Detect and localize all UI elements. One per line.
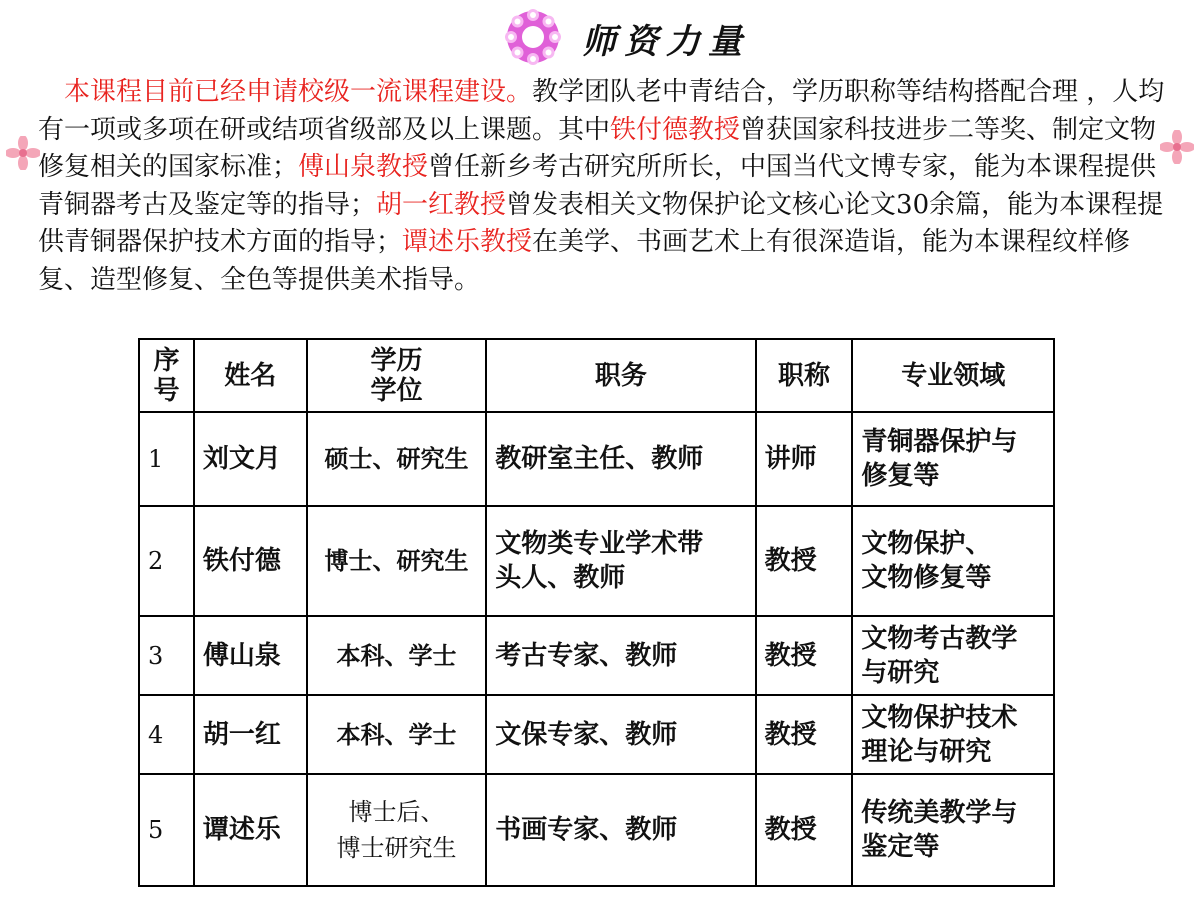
table-row [139, 695, 1054, 774]
cell-no: 5 [139, 774, 194, 886]
header-post: 职务 [486, 339, 755, 412]
intro-text: 曾任新乡考古研究所所长，中国当代文博专家，能为本课程提供青铜器考古及鉴定等的指导； [38, 152, 1157, 220]
table-row [139, 774, 1054, 886]
intro-highlight-text: 铁付德教授 [610, 114, 741, 145]
cell-name: 胡一红 [194, 695, 307, 774]
cell-post: 文保专家、教师 [486, 695, 755, 774]
page-title: 师资力量 [582, 22, 750, 62]
header-name: 姓名 [194, 339, 307, 412]
intro-highlight-text: 本课程目前已经申请校级一流课程建设。 [64, 77, 533, 107]
cell-degree: 博士、研究生 [307, 506, 487, 616]
intro-text: 曾发表相关文物保护论文核心论文30余篇，能为本课程提供青铜器保护技术方面的指导； [38, 189, 1164, 257]
cell-no: 4 [139, 695, 194, 774]
cell-title: 教授 [756, 616, 853, 695]
table-row [139, 412, 1054, 506]
header-field: 专业领域 [852, 339, 1054, 412]
intro-text: 在美学、书画艺术上有很深造诣，能为本课程纹样修复、造型修复、全色等提供美术指导。 [38, 227, 1131, 295]
flower-icon [500, 6, 566, 68]
cell-field: 文物保护技术 理论与研究 [852, 695, 1054, 774]
cell-name: 铁付德 [194, 506, 307, 616]
page-header [500, 6, 820, 62]
intro-highlight-text: 傅山泉教授 [298, 152, 429, 182]
faculty-table [138, 338, 1055, 887]
cell-degree: 本科、学士 [307, 616, 487, 695]
cell-degree: 博士后、 博士研究生 [307, 774, 487, 886]
intro-text: 曾获国家科技进步二等奖、制定文物修复相关的国家标准； [38, 114, 1157, 182]
cell-name: 谭述乐 [194, 774, 307, 886]
cell-title: 教授 [756, 774, 853, 886]
cell-title: 教授 [756, 506, 853, 616]
cell-post: 考古专家、教师 [486, 616, 755, 695]
cell-name: 傅山泉 [194, 616, 307, 695]
cell-field: 文物保护、 文物修复等 [852, 506, 1054, 616]
cell-post: 文物类专业学术带 头人、教师 [486, 506, 755, 616]
table-row [139, 506, 1054, 616]
table-header-row [139, 339, 1054, 412]
cell-no: 1 [139, 412, 194, 506]
intro-paragraph [38, 74, 1168, 299]
cell-degree: 硕士、研究生 [307, 412, 487, 506]
cell-field: 传统美教学与 鉴定等 [852, 774, 1054, 886]
cell-post: 教研室主任、教师 [486, 412, 755, 506]
intro-text: 教学团队老中青结合，学历职称等结构搭配合理 ，人均有一项或多项在研或结项省级部及以上课题。其中 [38, 77, 1165, 145]
cell-no: 2 [139, 506, 194, 616]
cell-degree: 本科、学士 [307, 695, 487, 774]
cell-field: 文物考古教学 与研究 [852, 616, 1054, 695]
header-no: 序 号 [139, 339, 194, 412]
cell-field: 青铜器保护与 修复等 [852, 412, 1054, 506]
cell-no: 3 [139, 616, 194, 695]
table-row [139, 616, 1054, 695]
petal-decoration-icon [6, 136, 40, 170]
cell-title: 教授 [756, 695, 853, 774]
header-degree: 学历 学位 [307, 339, 487, 412]
cell-post: 书画专家、教师 [486, 774, 755, 886]
header-title: 职称 [756, 339, 853, 412]
cell-name: 刘文月 [194, 412, 307, 506]
intro-highlight-text: 谭述乐教授 [402, 227, 533, 257]
intro-highlight-text: 胡一红教授 [376, 189, 507, 220]
cell-title: 讲师 [756, 412, 853, 506]
